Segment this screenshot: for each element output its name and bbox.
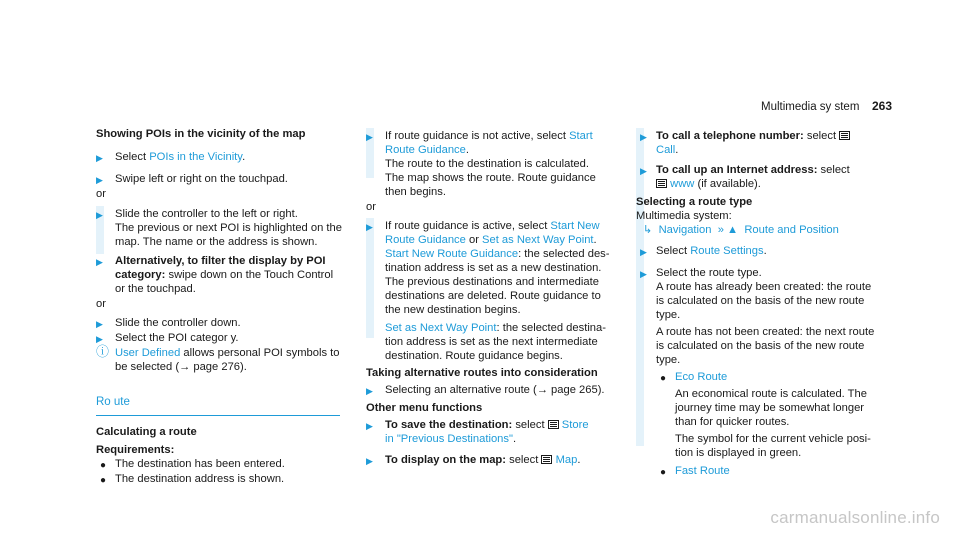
step-text: The map shows the route. Route guidance: [385, 172, 596, 184]
step-text: type.: [656, 354, 681, 366]
step-slide-text: The previous or next POI is highlighted on the: [115, 222, 342, 234]
step-text: the new destination begins.: [385, 304, 521, 316]
step-alternative-route: Selecting an alternative route (→ page 265).: [385, 384, 605, 396]
step-text: destination. Route guidance begins.: [385, 350, 563, 362]
heading-select-route-type: Selecting a route type: [636, 196, 753, 208]
step-text: type.: [656, 309, 681, 321]
step-swipe: Swipe left or right on the touchpad.: [115, 173, 288, 185]
step-arrow-icon: ▶: [366, 421, 373, 431]
double-chevron-icon: »: [717, 224, 724, 236]
step-arrow-icon: ▶: [96, 334, 103, 344]
section-title: Multimedia sy stem: [761, 101, 860, 113]
bullet: ●: [660, 373, 667, 384]
step-text: tion address is set as the next intermediate: [385, 336, 598, 348]
step-arrow-icon: ▶: [96, 153, 103, 163]
call-link[interactable]: Call: [656, 144, 676, 156]
route-section-title: Ro ute: [96, 396, 130, 408]
bullet: ●: [100, 460, 107, 471]
step-text: The route to the destination is calculated.: [385, 158, 589, 170]
step-display-map: To display on the map: select Map.: [385, 454, 581, 466]
eco-desc: than for quicker routes.: [675, 416, 790, 428]
step-arrow-icon: ▶: [640, 132, 647, 142]
step-arrow-icon: ▶: [366, 222, 373, 232]
navigation-link[interactable]: Navigation: [658, 224, 712, 236]
start-route-guidance-link-2[interactable]: Route Guidance: [385, 144, 466, 156]
step-text: A route has not been created: the next route: [656, 326, 875, 338]
info-user-defined: User Defined allows personal POI symbols to: [115, 347, 340, 359]
step-text: destinations are deleted. Route guidance to: [385, 290, 601, 302]
step-arrow-icon: ▶: [366, 456, 373, 466]
eco-desc: The symbol for the current vehicle posi‐: [675, 433, 871, 445]
step-arrow-icon: ▶: [96, 210, 103, 220]
heading-alternative-routes: Taking alternative routes into consideration: [366, 367, 598, 379]
info-user-defined-text: be selected (→ page 276).: [115, 361, 247, 373]
eco-desc: journey time may be somewhat longer: [675, 402, 865, 414]
step-arrow-icon: ▶: [640, 166, 647, 176]
step-call-phone-2: Call.: [656, 144, 679, 156]
step-start-guidance: If route guidance is not active, select Start: [385, 130, 593, 142]
step-alternatively: Alternatively, to filter the display by POI: [115, 255, 326, 267]
bullet: ●: [660, 467, 667, 478]
step-save-destination-2: in "Previous Destinations".: [385, 433, 517, 445]
step-text: is calculated on the basis of the new route: [656, 295, 865, 307]
step-internet-2: www (if available).: [656, 178, 761, 192]
navigation-icon: ▲: [727, 224, 739, 236]
section-divider: [96, 415, 340, 416]
step-arrow-icon: ▶: [640, 269, 647, 279]
step-select-category: Select the POI categor y.: [115, 332, 239, 344]
eco-desc: An economical route is calculated. The: [675, 388, 867, 400]
step-new-route-desc: Start New Route Guidance: the selected des‐: [385, 248, 610, 260]
step-arrow-icon: ▶: [96, 257, 103, 267]
menu-icon: [839, 131, 850, 140]
step-text: The previous destinations and intermediate: [385, 276, 599, 288]
start-new-link[interactable]: Start New: [550, 220, 600, 232]
step-category: category: swipe down on the Touch Control: [115, 269, 334, 281]
step-call-phone: To call a telephone number: select: [656, 130, 850, 144]
route-settings-link[interactable]: Route Settings: [690, 245, 764, 257]
heading-calculating-route: Calculating a route: [96, 426, 197, 438]
menu-icon: [548, 420, 559, 429]
watermark: carmanualsonline.info: [770, 508, 940, 528]
pois-vicinity-link[interactable]: POIs in the Vicinity: [149, 151, 243, 163]
requirement-item: The destination has been entered.: [115, 458, 285, 470]
navigation-path: [643, 224, 839, 238]
user-defined-link[interactable]: User Defined: [115, 347, 181, 359]
step-arrow-icon: ▶: [366, 132, 373, 142]
start-route-guidance-link[interactable]: Start: [569, 130, 593, 142]
or-text: or: [366, 201, 376, 213]
step-arrow-icon: ▶: [366, 386, 373, 396]
start-new-route-guidance-link[interactable]: Start New Route Guidance: [385, 248, 519, 260]
map-link[interactable]: Map: [555, 454, 578, 466]
route-position-link[interactable]: Route and Position: [744, 224, 839, 236]
requirements-label: Requirements:: [96, 444, 175, 456]
eco-desc: tion is displayed in green.: [675, 447, 802, 459]
step-route-settings: Select Route Settings.: [656, 245, 767, 257]
route-guidance-link[interactable]: Route Guidance: [385, 234, 466, 246]
step-slide: Slide the controller to the left or right.: [115, 208, 298, 220]
step-active-guidance: If route guidance is active, select Start New: [385, 220, 600, 232]
path-arrow-icon: ↳: [643, 224, 653, 236]
step-arrow-icon: ▶: [96, 175, 103, 185]
step-internet: To call up an Internet address: select: [656, 164, 850, 176]
step-slide-text: map. The name or the address is shown.: [115, 236, 318, 248]
heading-other-functions: Other menu functions: [366, 402, 483, 414]
step-text: then begins.: [385, 186, 446, 198]
step-text: is calculated on the basis of the new route: [656, 340, 865, 352]
page-number: 263: [872, 99, 893, 113]
previous-destinations-link[interactable]: in "Previous Destinations": [385, 433, 513, 445]
set-next-way-point-link-2[interactable]: Set as Next Way Point: [385, 322, 497, 334]
menu-icon: [541, 455, 552, 464]
menu-icon: [656, 179, 667, 188]
step-arrow-icon: ▶: [640, 247, 647, 257]
step-text: tination address is set as a new destination.: [385, 262, 602, 274]
step-route-type: Select the route type.: [656, 267, 762, 279]
store-link[interactable]: Store: [561, 419, 589, 431]
step-slide-down: Slide the controller down.: [115, 317, 241, 329]
step-category-text: or the touchpad.: [115, 283, 196, 295]
eco-route-option[interactable]: Eco Route: [675, 371, 728, 383]
info-icon: ⓘ: [96, 344, 110, 359]
step-active-guidance-2: Route Guidance or Set as Next Way Point.: [385, 234, 597, 246]
fast-route-option[interactable]: Fast Route: [675, 465, 730, 477]
requirement-item: The destination address is shown.: [115, 473, 285, 485]
step-save-destination: To save the destination: select Store: [385, 419, 589, 431]
step-start-guidance-2: Route Guidance.: [385, 144, 469, 156]
step-arrow-icon: ▶: [96, 319, 103, 329]
www-link[interactable]: www: [670, 178, 695, 190]
or-text: or: [96, 298, 106, 310]
heading-showing-pois: Showing POIs in the vicinity of the map: [96, 128, 306, 140]
set-next-way-point-link[interactable]: Set as Next Way Point: [482, 234, 594, 246]
instruction-bar: [366, 218, 374, 338]
bullet: ●: [100, 475, 107, 486]
multimedia-system-label: Multimedia system:: [636, 210, 732, 222]
step-next-waypoint-desc: Set as Next Way Point: the selected destina‐: [385, 322, 606, 334]
step-select-pois: Select POIs in the Vicinity.: [115, 151, 246, 163]
step-text: A route has already been created: the route: [656, 281, 872, 293]
or-text: or: [96, 188, 106, 200]
